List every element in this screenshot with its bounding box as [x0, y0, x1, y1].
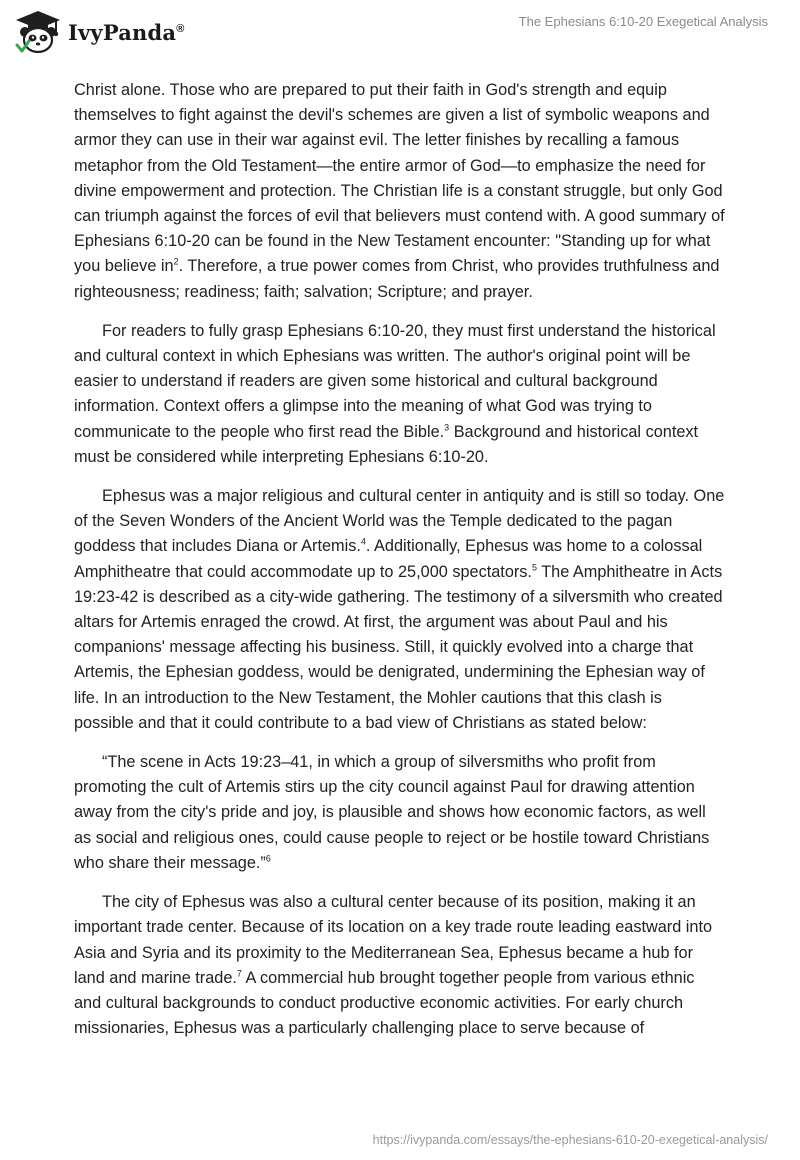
- paragraph-3: Ephesus was a major religious and cultural center in antiquity and is still so today. One of the Seven Wonders of the Ancient World was the Temple dedicated to the pagan goddess that includes Diana or Artemis.$^4$. Additionally, Ephesus was home to a colossal Amphitheatre that could accommodate up to 25,000 spectators.$^5$ The Amphitheatre in Acts 19:23-42 is described as a city-wide gathering. The testimony of a silversmith who created altars for Artemis enraged the crowd. At first, the argument was about Paul and his companions' message affecting his business. Still, it quickly evolved into a charge that Artemis, the Ephesian goddess, would be denigrated, undermining the Ephesian way of life. In an introduction to the New Testament, the Mohler cautions that this clash is possible and that it could contribute to a bad view of Christians as stated below:: [74, 487, 725, 732]
- logo-text: IvyPanda®: [68, 19, 185, 45]
- footnote-ref[interactable]: 2: [173, 257, 179, 267]
- panda-graduate-icon: [14, 9, 62, 55]
- footnote-ref[interactable]: 5: [531, 562, 537, 573]
- footnote-ref[interactable]: 6: [265, 853, 271, 864]
- page-header: [0, 0, 800, 70]
- block-quote: “The scene in Acts 19:23–41, in which a group of silversmiths who profit from promoting the cult of Artemis stirs up the city council against Paul for drawing attention away from the city's pride and joy, is plausible and shows how economic factors, as well as social and religious ones, could cause people to reject or be hostile toward Christians who share their message.”$^6$: [74, 753, 710, 872]
- footnote-ref[interactable]: 4: [360, 537, 366, 548]
- footnote-ref[interactable]: 7: [236, 968, 242, 979]
- paragraph-2: For readers to fully grasp Ephesians 6:10-20, they must first understand the historical and cultural context in which Ephesians was written. The author's original point will be easier to understand if readers are given some historical and cultural background information. Context offers a glimpse into the meaning of what God was trying to communicate to the people who first read the Bible.$^3$ Background and historical context must be considered while interpreting Ephesians 6:10-20.: [74, 321, 716, 466]
- source-url-link[interactable]: https://ivypanda.com/essays/the-ephesians-610-20-exegetical-analysis/: [372, 1133, 768, 1147]
- footnote-ref[interactable]: 3: [444, 422, 450, 433]
- paragraph-1: Christ alone. Those who are prepared to put their faith in God's strength and equip themselves to fight against the devil's schemes are given a list of symbolic weapons and armor they can use in their war against evil. The letter finishes by recalling a famous metaphor from the Old Testament—the entire armor of God—to emphasize the need for divine empowerment and protection. The Christian life is a constant struggle, but only God can triumph against the forces of evil that believers must contend with. A good summary of Ephesians 6:10-20 can be found in the New Testament encounter: "Standing up for what you believe in$^2$. Therefore, a true power comes from Christ, who provides truthfulness and righteousness; readiness; faith; salvation; Scripture; and prayer.: [74, 81, 725, 301]
- essay-body: [74, 78, 726, 1055]
- ivypanda-logo[interactable]: [14, 8, 194, 56]
- document-title: The Ephesians 6:10-20 Exegetical Analysis: [518, 14, 768, 29]
- paragraph-5: The city of Ephesus was also a cultural center because of its position, making it an important trade center. Because of its location on a key trade route leading eastward into Asia and Syria and its proximity to the Mediterranean Sea, Ephesus became a hub for land and marine trade.$^7$ A commercial hub brought together people from various ethnic and cultural backgrounds to conduct productive economic activities. For early church missionaries, Ephesus was a particularly challenging place to serve because of: [74, 893, 713, 1038]
